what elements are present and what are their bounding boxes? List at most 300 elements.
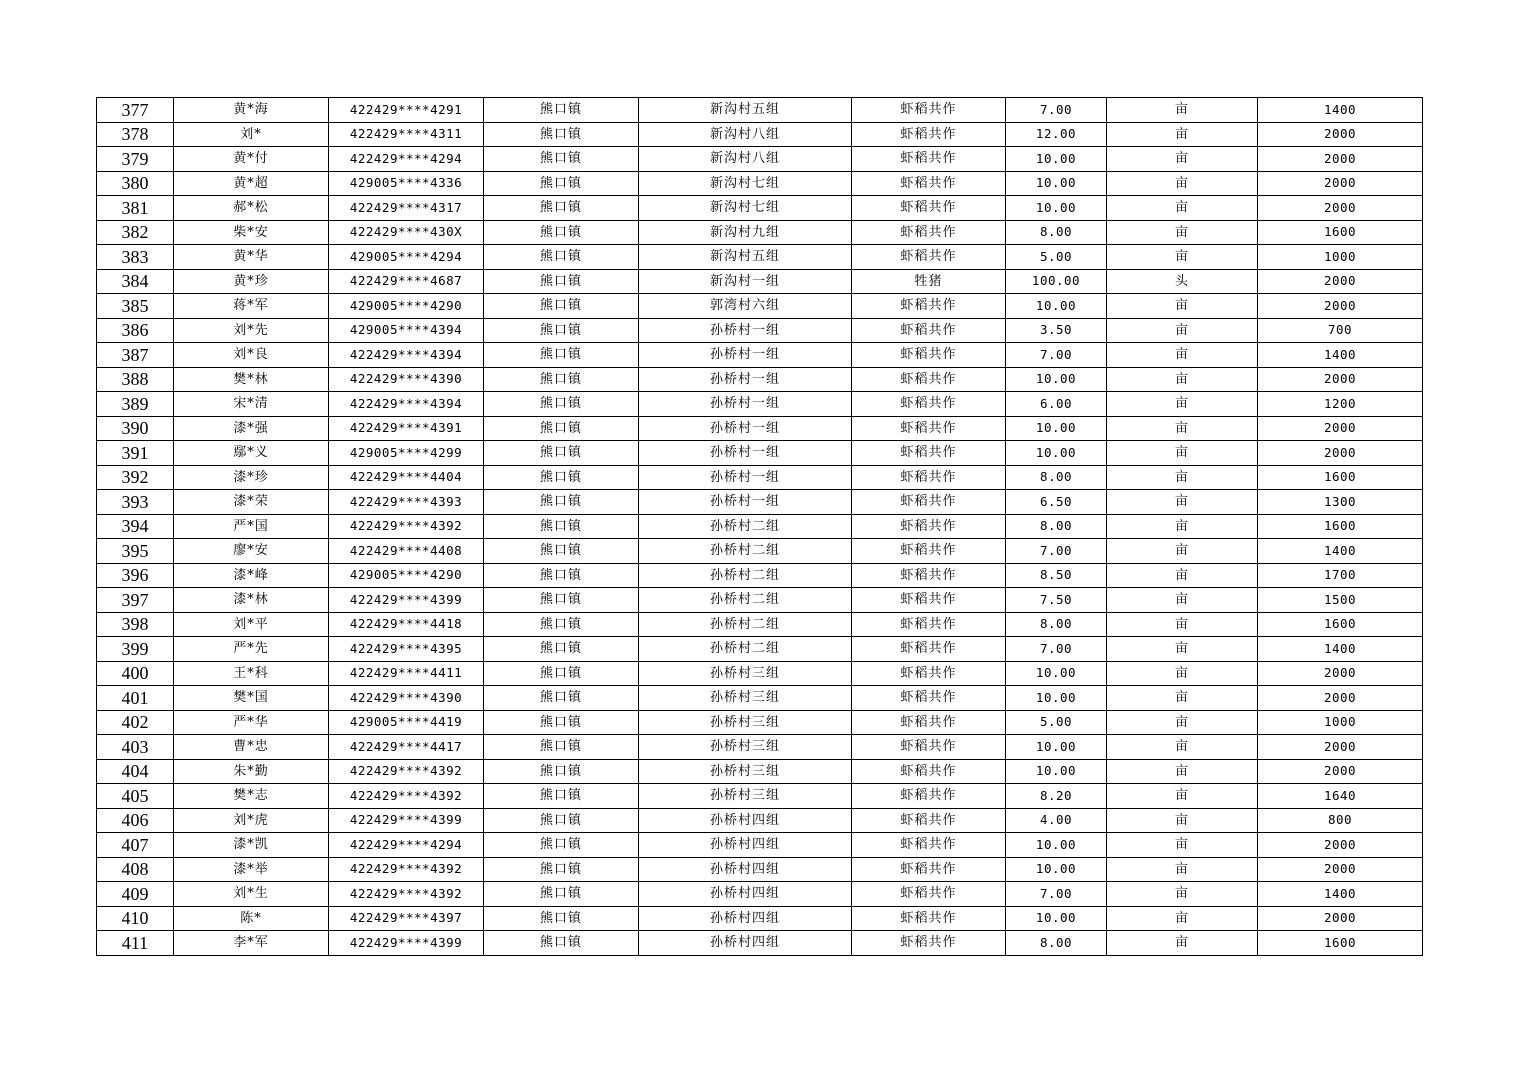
town-cell: 熊口镇 [484, 220, 639, 245]
quantity-cell: 8.00 [1006, 514, 1107, 539]
subsidy-type-cell: 虾稻共作 [852, 318, 1006, 343]
unit-cell: 亩 [1107, 931, 1258, 956]
subsidy-type-cell: 虾稻共作 [852, 906, 1006, 931]
unit-cell: 亩 [1107, 539, 1258, 564]
town-cell: 熊口镇 [484, 612, 639, 637]
village-group-cell: 孙桥村二组 [639, 612, 852, 637]
id-number-cell: 429005****4336 [329, 171, 484, 196]
amount-cell: 2000 [1258, 196, 1423, 221]
name-cell: 鄢*义 [174, 441, 329, 466]
quantity-cell: 7.00 [1006, 539, 1107, 564]
row-number-cell: 410 [97, 906, 174, 931]
town-cell: 熊口镇 [484, 465, 639, 490]
row-number-cell: 406 [97, 808, 174, 833]
town-cell: 熊口镇 [484, 122, 639, 147]
subsidy-type-cell: 虾稻共作 [852, 367, 1006, 392]
quantity-cell: 8.00 [1006, 465, 1107, 490]
table-row [97, 759, 1423, 784]
amount-cell: 700 [1258, 318, 1423, 343]
row-number-cell: 407 [97, 833, 174, 858]
village-group-cell: 新沟村八组 [639, 122, 852, 147]
subsidy-type-cell: 虾稻共作 [852, 465, 1006, 490]
name-cell: 刘*良 [174, 343, 329, 368]
quantity-cell: 7.00 [1006, 98, 1107, 123]
village-group-cell: 孙桥村三组 [639, 759, 852, 784]
name-cell: 刘*虎 [174, 808, 329, 833]
quantity-cell: 10.00 [1006, 735, 1107, 760]
id-number-cell: 422429****4392 [329, 514, 484, 539]
unit-cell: 亩 [1107, 98, 1258, 123]
row-number-cell: 380 [97, 171, 174, 196]
row-number-cell: 396 [97, 563, 174, 588]
name-cell: 黄*珍 [174, 269, 329, 294]
subsidy-type-cell: 虾稻共作 [852, 759, 1006, 784]
table-row [97, 931, 1423, 956]
quantity-cell: 7.00 [1006, 343, 1107, 368]
subsidy-type-cell: 虾稻共作 [852, 735, 1006, 760]
village-group-cell: 孙桥村三组 [639, 661, 852, 686]
subsidy-type-cell: 虾稻共作 [852, 612, 1006, 637]
unit-cell: 头 [1107, 269, 1258, 294]
quantity-cell: 7.50 [1006, 588, 1107, 613]
subsidy-type-cell: 虾稻共作 [852, 588, 1006, 613]
id-number-cell: 422429****4394 [329, 392, 484, 417]
subsidy-type-cell: 虾稻共作 [852, 882, 1006, 907]
row-number-cell: 398 [97, 612, 174, 637]
name-cell: 严*先 [174, 637, 329, 662]
name-cell: 王*科 [174, 661, 329, 686]
amount-cell: 800 [1258, 808, 1423, 833]
amount-cell: 2000 [1258, 269, 1423, 294]
amount-cell: 2000 [1258, 686, 1423, 711]
village-group-cell: 孙桥村二组 [639, 514, 852, 539]
row-number-cell: 392 [97, 465, 174, 490]
amount-cell: 1000 [1258, 710, 1423, 735]
quantity-cell: 7.00 [1006, 882, 1107, 907]
village-group-cell: 新沟村一组 [639, 269, 852, 294]
table-row [97, 147, 1423, 172]
id-number-cell: 422429****4418 [329, 612, 484, 637]
town-cell: 熊口镇 [484, 245, 639, 270]
town-cell: 熊口镇 [484, 588, 639, 613]
town-cell: 熊口镇 [484, 441, 639, 466]
subsidy-type-cell: 虾稻共作 [852, 441, 1006, 466]
subsidy-type-cell: 虾稻共作 [852, 392, 1006, 417]
village-group-cell: 孙桥村四组 [639, 882, 852, 907]
amount-cell: 1500 [1258, 588, 1423, 613]
row-number-cell: 381 [97, 196, 174, 221]
amount-cell: 1600 [1258, 465, 1423, 490]
unit-cell: 亩 [1107, 906, 1258, 931]
table-row [97, 612, 1423, 637]
table-row [97, 808, 1423, 833]
row-number-cell: 389 [97, 392, 174, 417]
subsidy-type-cell: 虾稻共作 [852, 833, 1006, 858]
quantity-cell: 5.00 [1006, 710, 1107, 735]
quantity-cell: 12.00 [1006, 122, 1107, 147]
id-number-cell: 422429****4390 [329, 367, 484, 392]
id-number-cell: 422429****4397 [329, 906, 484, 931]
amount-cell: 2000 [1258, 294, 1423, 319]
town-cell: 熊口镇 [484, 416, 639, 441]
row-number-cell: 386 [97, 318, 174, 343]
town-cell: 熊口镇 [484, 343, 639, 368]
subsidy-type-cell: 虾稻共作 [852, 514, 1006, 539]
quantity-cell: 10.00 [1006, 686, 1107, 711]
id-number-cell: 422429****4390 [329, 686, 484, 711]
unit-cell: 亩 [1107, 833, 1258, 858]
unit-cell: 亩 [1107, 367, 1258, 392]
name-cell: 黄*华 [174, 245, 329, 270]
row-number-cell: 378 [97, 122, 174, 147]
table-row [97, 318, 1423, 343]
quantity-cell: 7.00 [1006, 637, 1107, 662]
name-cell: 李*军 [174, 931, 329, 956]
unit-cell: 亩 [1107, 735, 1258, 760]
table-row [97, 343, 1423, 368]
town-cell: 熊口镇 [484, 661, 639, 686]
village-group-cell: 孙桥村四组 [639, 906, 852, 931]
village-group-cell: 孙桥村二组 [639, 637, 852, 662]
quantity-cell: 10.00 [1006, 661, 1107, 686]
village-group-cell: 新沟村七组 [639, 171, 852, 196]
quantity-cell: 6.00 [1006, 392, 1107, 417]
town-cell: 熊口镇 [484, 539, 639, 564]
row-number-cell: 403 [97, 735, 174, 760]
amount-cell: 1640 [1258, 784, 1423, 809]
table-row [97, 563, 1423, 588]
id-number-cell: 422429****4399 [329, 808, 484, 833]
subsidy-type-cell: 虾稻共作 [852, 931, 1006, 956]
village-group-cell: 孙桥村一组 [639, 343, 852, 368]
id-number-cell: 422429****4392 [329, 784, 484, 809]
quantity-cell: 10.00 [1006, 171, 1107, 196]
village-group-cell: 孙桥村二组 [639, 588, 852, 613]
town-cell: 熊口镇 [484, 931, 639, 956]
village-group-cell: 孙桥村一组 [639, 441, 852, 466]
name-cell: 漆*凯 [174, 833, 329, 858]
id-number-cell: 422429****4392 [329, 882, 484, 907]
name-cell: 蒋*军 [174, 294, 329, 319]
unit-cell: 亩 [1107, 343, 1258, 368]
unit-cell: 亩 [1107, 882, 1258, 907]
town-cell: 熊口镇 [484, 392, 639, 417]
village-group-cell: 孙桥村三组 [639, 784, 852, 809]
unit-cell: 亩 [1107, 392, 1258, 417]
quantity-cell: 5.00 [1006, 245, 1107, 270]
id-number-cell: 422429****4294 [329, 147, 484, 172]
quantity-cell: 10.00 [1006, 196, 1107, 221]
table-row [97, 588, 1423, 613]
name-cell: 樊*林 [174, 367, 329, 392]
id-number-cell: 429005****4419 [329, 710, 484, 735]
unit-cell: 亩 [1107, 686, 1258, 711]
amount-cell: 2000 [1258, 833, 1423, 858]
village-group-cell: 新沟村五组 [639, 98, 852, 123]
name-cell: 漆*强 [174, 416, 329, 441]
village-group-cell: 孙桥村三组 [639, 710, 852, 735]
name-cell: 黄*付 [174, 147, 329, 172]
unit-cell: 亩 [1107, 563, 1258, 588]
table-row [97, 514, 1423, 539]
id-number-cell: 422429****430X [329, 220, 484, 245]
row-number-cell: 388 [97, 367, 174, 392]
id-number-cell: 422429****4392 [329, 857, 484, 882]
amount-cell: 1300 [1258, 490, 1423, 515]
table-row [97, 710, 1423, 735]
village-group-cell: 孙桥村四组 [639, 857, 852, 882]
table-row [97, 98, 1423, 123]
row-number-cell: 387 [97, 343, 174, 368]
quantity-cell: 4.00 [1006, 808, 1107, 833]
village-group-cell: 新沟村五组 [639, 245, 852, 270]
village-group-cell: 新沟村八组 [639, 147, 852, 172]
town-cell: 熊口镇 [484, 882, 639, 907]
id-number-cell: 422429****4317 [329, 196, 484, 221]
name-cell: 刘*先 [174, 318, 329, 343]
amount-cell: 1700 [1258, 563, 1423, 588]
name-cell: 柴*安 [174, 220, 329, 245]
table-row [97, 539, 1423, 564]
quantity-cell: 10.00 [1006, 367, 1107, 392]
town-cell: 熊口镇 [484, 367, 639, 392]
unit-cell: 亩 [1107, 294, 1258, 319]
table-row [97, 735, 1423, 760]
amount-cell: 2000 [1258, 906, 1423, 931]
village-group-cell: 孙桥村三组 [639, 686, 852, 711]
subsidy-type-cell: 虾稻共作 [852, 686, 1006, 711]
unit-cell: 亩 [1107, 857, 1258, 882]
id-number-cell: 422429****4291 [329, 98, 484, 123]
id-number-cell: 422429****4294 [329, 833, 484, 858]
subsidy-type-cell: 虾稻共作 [852, 416, 1006, 441]
subsidy-type-cell: 虾稻共作 [852, 539, 1006, 564]
table-row [97, 882, 1423, 907]
amount-cell: 2000 [1258, 759, 1423, 784]
table-row [97, 245, 1423, 270]
row-number-cell: 377 [97, 98, 174, 123]
amount-cell: 2000 [1258, 367, 1423, 392]
town-cell: 熊口镇 [484, 294, 639, 319]
subsidy-type-cell: 牲猪 [852, 269, 1006, 294]
subsidy-type-cell: 虾稻共作 [852, 147, 1006, 172]
name-cell: 刘*平 [174, 612, 329, 637]
name-cell: 黄*超 [174, 171, 329, 196]
amount-cell: 1400 [1258, 882, 1423, 907]
table-row [97, 294, 1423, 319]
village-group-cell: 孙桥村一组 [639, 318, 852, 343]
id-number-cell: 429005****4290 [329, 294, 484, 319]
row-number-cell: 409 [97, 882, 174, 907]
village-group-cell: 孙桥村一组 [639, 490, 852, 515]
row-number-cell: 394 [97, 514, 174, 539]
amount-cell: 2000 [1258, 857, 1423, 882]
unit-cell: 亩 [1107, 441, 1258, 466]
village-group-cell: 孙桥村二组 [639, 539, 852, 564]
unit-cell: 亩 [1107, 416, 1258, 441]
subsidy-type-cell: 虾稻共作 [852, 294, 1006, 319]
village-group-cell: 孙桥村三组 [639, 735, 852, 760]
row-number-cell: 404 [97, 759, 174, 784]
village-group-cell: 孙桥村一组 [639, 465, 852, 490]
town-cell: 熊口镇 [484, 637, 639, 662]
quantity-cell: 10.00 [1006, 294, 1107, 319]
town-cell: 熊口镇 [484, 686, 639, 711]
village-group-cell: 新沟村九组 [639, 220, 852, 245]
amount-cell: 2000 [1258, 416, 1423, 441]
amount-cell: 1600 [1258, 612, 1423, 637]
name-cell: 漆*林 [174, 588, 329, 613]
quantity-cell: 3.50 [1006, 318, 1107, 343]
town-cell: 熊口镇 [484, 318, 639, 343]
quantity-cell: 8.50 [1006, 563, 1107, 588]
subsidy-type-cell: 虾稻共作 [852, 98, 1006, 123]
row-number-cell: 399 [97, 637, 174, 662]
town-cell: 熊口镇 [484, 710, 639, 735]
unit-cell: 亩 [1107, 637, 1258, 662]
town-cell: 熊口镇 [484, 490, 639, 515]
table-row [97, 269, 1423, 294]
quantity-cell: 8.00 [1006, 220, 1107, 245]
subsidy-type-cell: 虾稻共作 [852, 245, 1006, 270]
subsidy-type-cell: 虾稻共作 [852, 196, 1006, 221]
id-number-cell: 422429****4392 [329, 759, 484, 784]
town-cell: 熊口镇 [484, 784, 639, 809]
town-cell: 熊口镇 [484, 514, 639, 539]
town-cell: 熊口镇 [484, 759, 639, 784]
unit-cell: 亩 [1107, 196, 1258, 221]
town-cell: 熊口镇 [484, 857, 639, 882]
row-number-cell: 382 [97, 220, 174, 245]
id-number-cell: 422429****4311 [329, 122, 484, 147]
town-cell: 熊口镇 [484, 808, 639, 833]
table-row [97, 661, 1423, 686]
table-row [97, 784, 1423, 809]
amount-cell: 2000 [1258, 661, 1423, 686]
table-row [97, 392, 1423, 417]
amount-cell: 2000 [1258, 122, 1423, 147]
name-cell: 严*华 [174, 710, 329, 735]
id-number-cell: 422429****4393 [329, 490, 484, 515]
quantity-cell: 10.00 [1006, 833, 1107, 858]
row-number-cell: 391 [97, 441, 174, 466]
table-body [97, 98, 1423, 956]
amount-cell: 1600 [1258, 220, 1423, 245]
subsidy-type-cell: 虾稻共作 [852, 220, 1006, 245]
id-number-cell: 422429****4395 [329, 637, 484, 662]
subsidy-type-cell: 虾稻共作 [852, 171, 1006, 196]
amount-cell: 1600 [1258, 514, 1423, 539]
subsidy-type-cell: 虾稻共作 [852, 122, 1006, 147]
quantity-cell: 10.00 [1006, 441, 1107, 466]
id-number-cell: 422429****4408 [329, 539, 484, 564]
unit-cell: 亩 [1107, 122, 1258, 147]
table-row [97, 465, 1423, 490]
unit-cell: 亩 [1107, 171, 1258, 196]
subsidy-type-cell: 虾稻共作 [852, 343, 1006, 368]
unit-cell: 亩 [1107, 588, 1258, 613]
subsidy-type-cell: 虾稻共作 [852, 490, 1006, 515]
town-cell: 熊口镇 [484, 906, 639, 931]
row-number-cell: 411 [97, 931, 174, 956]
village-group-cell: 孙桥村四组 [639, 833, 852, 858]
village-group-cell: 孙桥村四组 [639, 808, 852, 833]
id-number-cell: 422429****4391 [329, 416, 484, 441]
unit-cell: 亩 [1107, 514, 1258, 539]
row-number-cell: 390 [97, 416, 174, 441]
amount-cell: 2000 [1258, 171, 1423, 196]
village-group-cell: 郭湾村六组 [639, 294, 852, 319]
unit-cell: 亩 [1107, 220, 1258, 245]
unit-cell: 亩 [1107, 784, 1258, 809]
village-group-cell: 孙桥村一组 [639, 416, 852, 441]
subsidy-type-cell: 虾稻共作 [852, 710, 1006, 735]
name-cell: 刘* [174, 122, 329, 147]
quantity-cell: 6.50 [1006, 490, 1107, 515]
table-row [97, 857, 1423, 882]
subsidy-type-cell: 虾稻共作 [852, 784, 1006, 809]
unit-cell: 亩 [1107, 612, 1258, 637]
amount-cell: 2000 [1258, 441, 1423, 466]
quantity-cell: 10.00 [1006, 147, 1107, 172]
village-group-cell: 孙桥村一组 [639, 367, 852, 392]
row-number-cell: 408 [97, 857, 174, 882]
table-row [97, 441, 1423, 466]
table-row [97, 416, 1423, 441]
row-number-cell: 397 [97, 588, 174, 613]
village-group-cell: 孙桥村四组 [639, 931, 852, 956]
subsidy-type-cell: 虾稻共作 [852, 563, 1006, 588]
row-number-cell: 379 [97, 147, 174, 172]
row-number-cell: 383 [97, 245, 174, 270]
row-number-cell: 402 [97, 710, 174, 735]
town-cell: 熊口镇 [484, 833, 639, 858]
amount-cell: 2000 [1258, 147, 1423, 172]
unit-cell: 亩 [1107, 710, 1258, 735]
table-row [97, 686, 1423, 711]
row-number-cell: 395 [97, 539, 174, 564]
id-number-cell: 422429****4411 [329, 661, 484, 686]
village-group-cell: 孙桥村一组 [639, 392, 852, 417]
town-cell: 熊口镇 [484, 735, 639, 760]
quantity-cell: 10.00 [1006, 857, 1107, 882]
town-cell: 熊口镇 [484, 269, 639, 294]
id-number-cell: 422429****4417 [329, 735, 484, 760]
unit-cell: 亩 [1107, 808, 1258, 833]
id-number-cell: 422429****4394 [329, 343, 484, 368]
row-number-cell: 385 [97, 294, 174, 319]
unit-cell: 亩 [1107, 490, 1258, 515]
amount-cell: 2000 [1258, 735, 1423, 760]
subsidy-type-cell: 虾稻共作 [852, 808, 1006, 833]
amount-cell: 1000 [1258, 245, 1423, 270]
town-cell: 熊口镇 [484, 147, 639, 172]
name-cell: 刘*生 [174, 882, 329, 907]
table-row [97, 220, 1423, 245]
village-group-cell: 新沟村七组 [639, 196, 852, 221]
name-cell: 郝*松 [174, 196, 329, 221]
name-cell: 漆*举 [174, 857, 329, 882]
name-cell: 黄*海 [174, 98, 329, 123]
id-number-cell: 429005****4290 [329, 563, 484, 588]
quantity-cell: 8.00 [1006, 931, 1107, 956]
amount-cell: 1600 [1258, 931, 1423, 956]
id-number-cell: 429005****4294 [329, 245, 484, 270]
town-cell: 熊口镇 [484, 196, 639, 221]
table-row [97, 171, 1423, 196]
amount-cell: 1400 [1258, 539, 1423, 564]
town-cell: 熊口镇 [484, 563, 639, 588]
